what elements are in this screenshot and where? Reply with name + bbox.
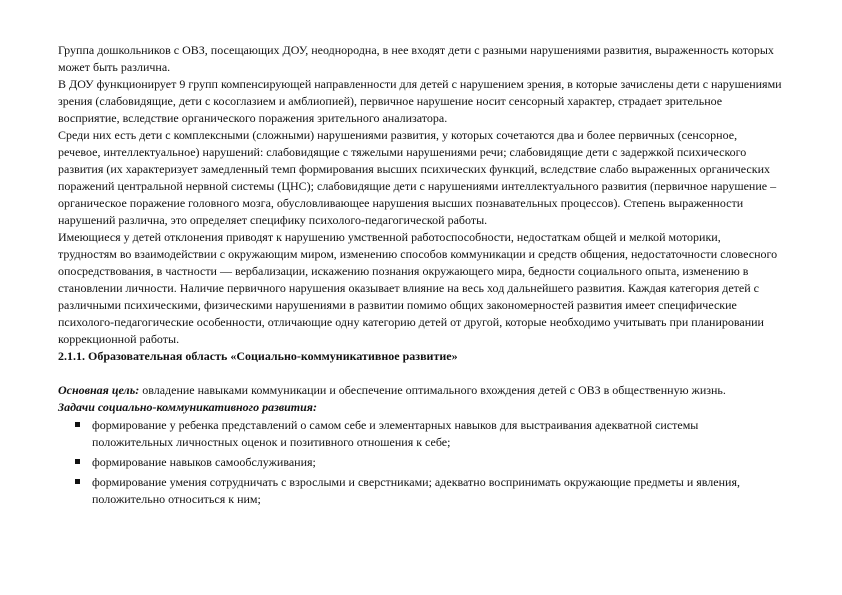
main-goal bbox=[58, 382, 782, 399]
deviations-paragraph: Имеющиеся у детей отклонения приводят к нарушению умственной работоспособности, недостаткам общей и мелкой моторики, трудностям во взаимодействии с окружающим миром, изменению способов коммуникации и средств общения, недостаточности словесного опосредствования, в частности — вербализации, искажению познания окружающего мира, бедности социального опыта, изменению в становлении личности. Наличие первичного нарушения оказывает влияние на весь ход дальнейшего развития. Каждая категория детей с различными психическими, физическими нарушениями в развитии помимо общих закономерностей развития имеет специфические психолого-педагогические особенности, отличающие одну категорию детей от другой, которые необходимо учитывать при планировании коррекционной работы. bbox=[58, 230, 778, 346]
tasks-list bbox=[58, 417, 782, 508]
section-heading: 2.1.1. Образовательная область «Социально-коммуникативное развитие» bbox=[58, 349, 458, 363]
task-text: формирование навыков самообслуживания; bbox=[92, 455, 316, 469]
main-goal-label: Основная цель: bbox=[58, 383, 140, 397]
list-item bbox=[58, 454, 782, 471]
task-text: формирование умения сотрудничать с взрослыми и сверстниками; адекватно воспринимать окружающие предметы и явления, положительно относиться к ним; bbox=[92, 475, 740, 506]
intro-paragraph: Группа дошкольников с ОВЗ, посещающих ДОУ, неоднородна, в нее входят дети с разными нарушениями развития, выраженность которых может быть различна. bbox=[58, 43, 774, 74]
complex-disorders-paragraph: Среди них есть дети с комплексными (сложными) нарушениями развития, у которых сочетаются два и более первичных (сенсорное, речевое, интеллектуальное) нарушений: слабовидящие с тяжелыми нарушениями речи; слабовидящие дети с задержкой психического развития (их характеризует замедленный темп формирования высших психических функций, вследствие слабо выраженных органических поражений центральной нервной системы (ЦНС); слабовидящие дети с нарушениями интеллектуального развития (первичное нарушение – органическое поражение головного мозга, обусловливающее нарушения высших познавательных процессов). Степень выраженности нарушений различна, это определяет специфику психолого-педагогической работы. bbox=[58, 128, 777, 227]
blank-line bbox=[58, 365, 782, 382]
groups-paragraph: В ДОУ функционирует 9 групп компенсирующей направленности для детей с нарушением зрения, в которые зачислены дети с нарушениями зрения (слабовидящие, дети с косоглазием и амблиопией), первичное нарушение носит сенсорный характер, страдает зрительное восприятие, вследствие органического поражения зрительного анализатора. bbox=[58, 77, 782, 125]
list-item bbox=[58, 417, 782, 451]
task-text: формирование у ребенка представлений о самом себе и элементарных навыков для выстраивания адекватной системы положительных личностных оценок и позитивного отношения к себе; bbox=[92, 418, 699, 449]
main-goal-text: овладение навыками коммуникации и обеспечение оптимального вхождения детей с ОВЗ в общественную жизнь. bbox=[139, 383, 726, 397]
square-bullet-icon bbox=[75, 479, 80, 484]
square-bullet-icon bbox=[75, 422, 80, 427]
square-bullet-icon bbox=[75, 459, 80, 464]
tasks-title: Задачи социально-коммуникативного развития: bbox=[58, 400, 317, 414]
list-item bbox=[58, 474, 782, 508]
